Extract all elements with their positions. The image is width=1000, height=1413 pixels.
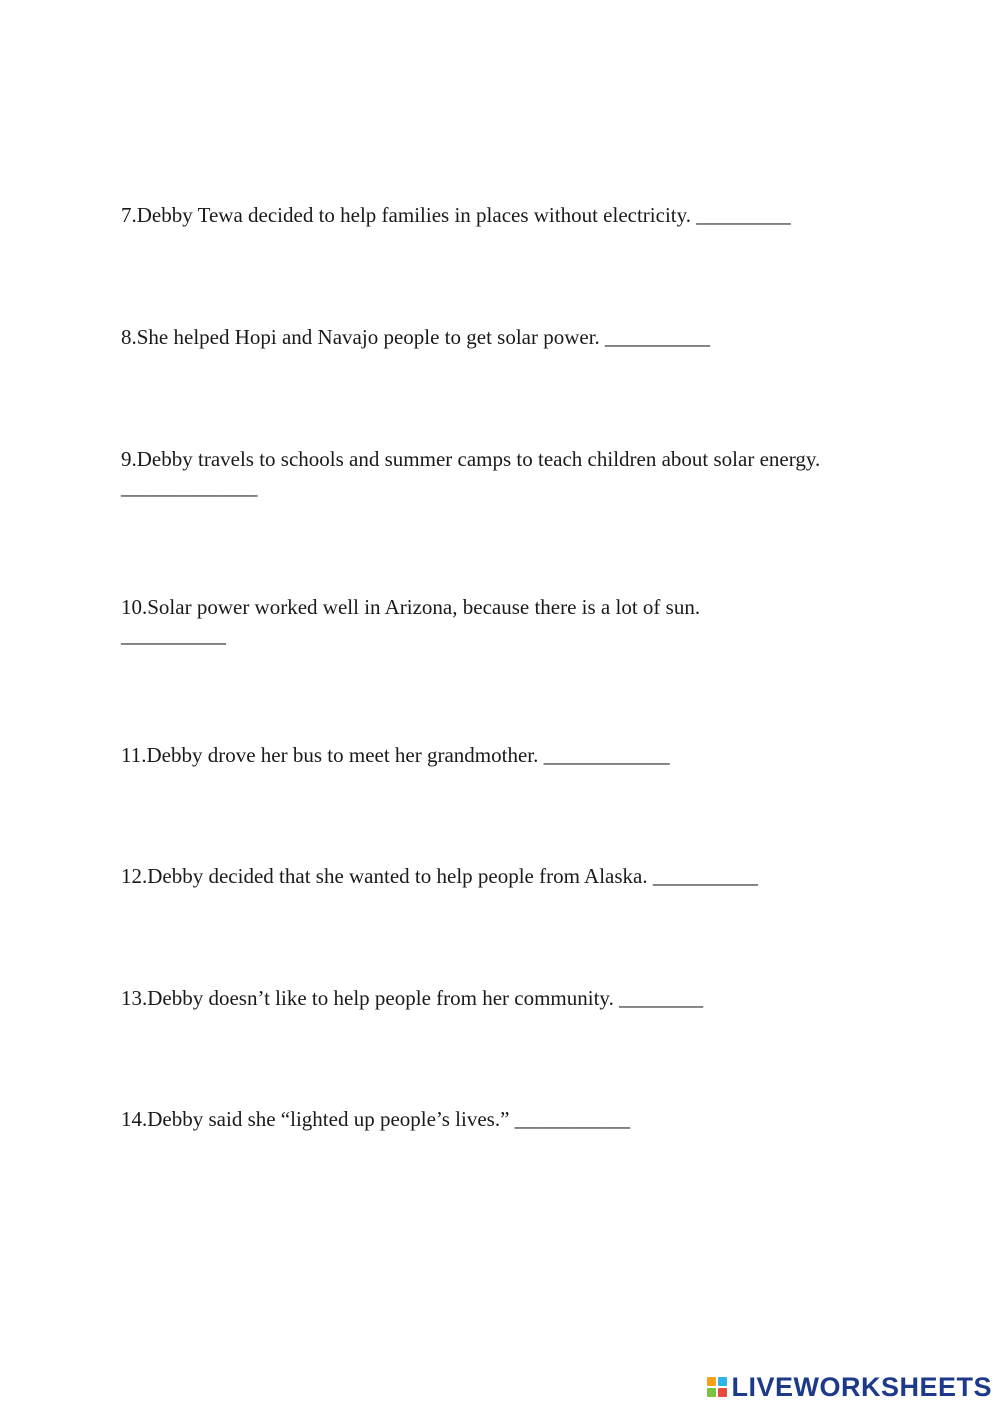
question-text: Debby doesn’t like to help people from her community. <box>147 986 614 1010</box>
answer-blank[interactable]: __________ <box>121 623 226 647</box>
question-13 <box>121 984 881 1012</box>
question-number: 11. <box>121 743 147 767</box>
answer-blank[interactable]: _____________ <box>121 475 258 499</box>
question-7 <box>121 201 881 229</box>
question-text: Debby drove her bus to meet her grandmother. <box>146 743 539 767</box>
liveworksheets-logo[interactable] <box>707 1373 992 1401</box>
question-text: She helped Hopi and Navajo people to get solar power. <box>136 325 600 349</box>
question-8 <box>121 323 881 351</box>
logo-square-orange <box>707 1377 716 1386</box>
question-14 <box>121 1105 881 1133</box>
question-10 <box>121 593 881 649</box>
question-number: 10. <box>121 595 148 619</box>
question-12 <box>121 862 881 890</box>
question-number: 9. <box>121 447 137 471</box>
question-number: 7. <box>121 203 137 227</box>
question-text: Solar power worked well in Arizona, because there is a lot of sun. <box>147 595 701 619</box>
question-text: Debby decided that she wanted to help people from Alaska. <box>147 864 648 888</box>
logo-square-red <box>718 1388 727 1397</box>
question-number: 13. <box>121 986 148 1010</box>
question-text: Debby Tewa decided to help families in places without electricity. <box>136 203 692 227</box>
liveworksheets-logo-icon <box>707 1377 727 1397</box>
logo-text: LIVEWORKSHEETS <box>731 1372 992 1402</box>
question-text: Debby said she “lighted up people’s lives.” <box>147 1107 510 1131</box>
answer-blank[interactable]: ___________ <box>514 1107 631 1131</box>
answer-blank[interactable]: _________ <box>696 203 791 227</box>
answer-blank[interactable]: ____________ <box>543 743 670 767</box>
logo-square-green <box>707 1388 716 1397</box>
answer-blank[interactable]: __________ <box>652 864 758 888</box>
question-9 <box>121 445 881 501</box>
answer-blank[interactable]: __________ <box>605 325 711 349</box>
question-number: 14. <box>121 1107 148 1131</box>
question-11 <box>121 741 881 769</box>
question-text: Debby travels to schools and summer camps to teach children about solar energy. <box>136 447 821 471</box>
answer-blank[interactable]: ________ <box>619 986 704 1010</box>
logo-square-blue <box>718 1377 727 1386</box>
question-number: 8. <box>121 325 137 349</box>
question-number: 12. <box>121 864 148 888</box>
